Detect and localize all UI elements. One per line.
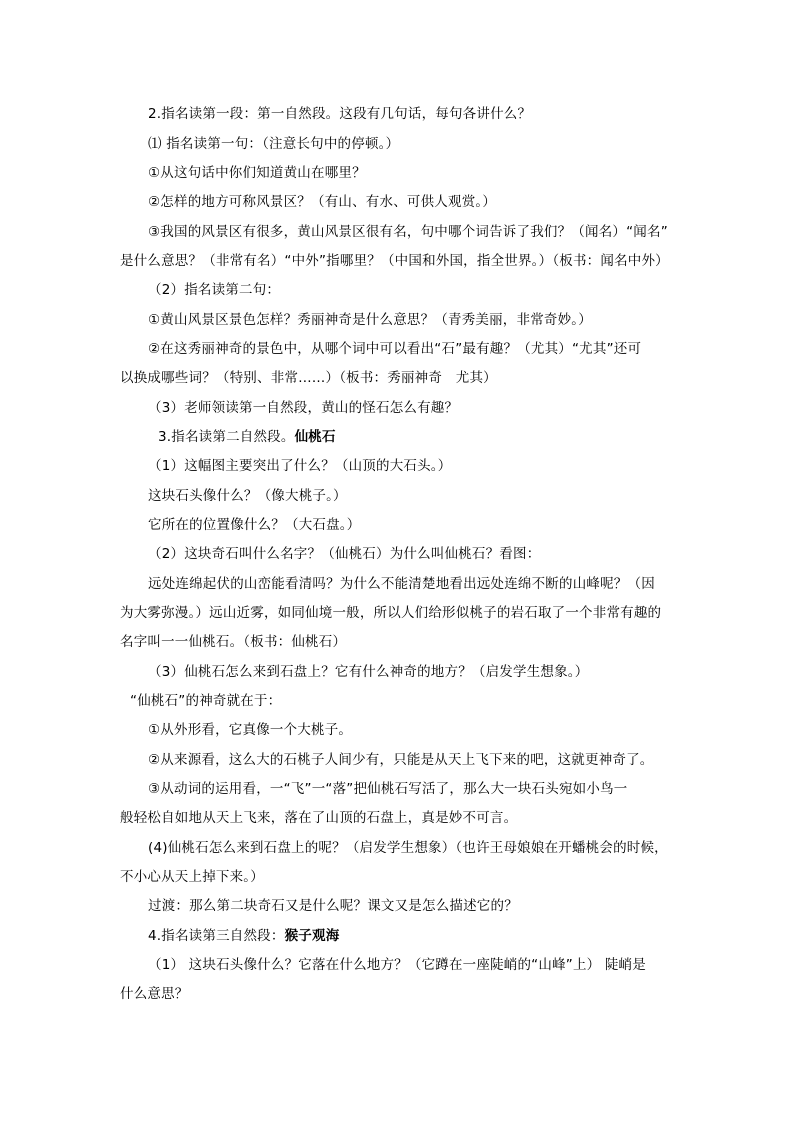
- section-heading: [148, 927, 339, 945]
- section-heading-bold: 仙桃石: [294, 429, 336, 445]
- paragraph-line: ②从来源看，这么大的石桃子人间少有，只能是从天上飞下来的吧，这就更神奇了。: [148, 752, 654, 768]
- paragraph-line: （1）这幅图主要突出了什么？（山顶的大石头。）: [148, 458, 452, 474]
- paragraph-line: 以换成哪些词？（特别、非常……）（板书：秀丽神奇 尤其）: [120, 370, 497, 386]
- paragraph-line: 般轻松自如地从天上飞来，落在了山顶的石盘上，真是妙不可言。: [120, 810, 518, 826]
- paragraph-line: 什么意思？: [120, 986, 189, 1002]
- paragraph-line: 这块石头像什么？（像大桃子。）: [148, 488, 347, 504]
- paragraph-line: （1） 这块石头像什么？它落在什么地方？（它蹲在一座陡峭的“山峰”上） 陡峭是: [148, 957, 646, 973]
- paragraph-line: 是什么意思？（非常有名）“中外”指哪里？（中国和外国，指全世界。）（板书：闻名中外）: [120, 253, 669, 269]
- paragraph-line: “仙桃石”的神奇就在于：: [130, 693, 282, 709]
- paragraph-line: (4)仙桃石怎么来到石盘上的呢？（启发学生想象）（也许王母娘娘在开蟠桃会的时候，: [148, 840, 668, 856]
- paragraph-line: ①从这句话中你们知道黄山在哪里？: [148, 165, 366, 181]
- paragraph-line: ②怎样的地方可称风景区？（有山、有水、可供人观赏。）: [148, 194, 497, 210]
- paragraph-line: ③我国的风景区有很多，黄山风景区很有名，句中哪个词告诉了我们？（闻名）“闻名”: [148, 224, 668, 240]
- paragraph-line: 名字叫一一仙桃石。（板书：仙桃石）: [120, 634, 347, 650]
- paragraph-line: 为大雾弥漫。）远山近雾，如同仙境一般，所以人们给形似桃子的岩石取了一个非常有趣的: [120, 605, 662, 621]
- paragraph-line: 2.指名读第一段：第一自然段。这段有几句话，每句各讲什么？: [148, 106, 532, 122]
- paragraph-line: （3）仙桃石怎么来到石盘上？它有什么神奇的地方？（启发学生想象。）: [148, 664, 589, 680]
- paragraph-line: ③从动词的运用看，一“飞”一“落”把仙桃石写活了，那么大一块石头宛如小鸟一: [148, 781, 628, 797]
- section-heading-text: 3.指名读第二自然段。: [158, 429, 295, 445]
- paragraph-line: （2）指名读第二句：: [148, 282, 281, 298]
- paragraph-line: （2）这块奇石叫什么名字？（仙桃石）为什么叫仙桃石？看图：: [148, 546, 541, 562]
- paragraph-line: （3）老师领读第一自然段，黄山的怪石怎么有趣？: [148, 400, 459, 416]
- paragraph-line: ⑴ 指名读第一句：（注意长句中的停顿。）: [148, 136, 400, 152]
- paragraph-line: 远处连绵起伏的山峦能看清吗？为什么不能清楚地看出远处连绵不断的山峰呢？（因: [148, 576, 655, 592]
- paragraph-line: 不小心从天上掉下来。）: [120, 869, 264, 885]
- section-heading-text: 4.指名读第三自然段：: [148, 928, 285, 944]
- paragraph-line: 过渡：那么第二块奇石又是什么呢？课文又是怎么描述它的？: [148, 898, 518, 914]
- section-heading: [158, 428, 336, 446]
- paragraph-line: ①黄山风景区景色怎样？秀丽神奇是什么意思？（青秀美丽，非常奇妙。）: [148, 312, 592, 328]
- paragraph-line: ①从外形看，它真像一个大桃子。: [148, 722, 353, 738]
- paragraph-line: 它所在的位置像什么？（大石盘。）: [148, 517, 361, 533]
- paragraph-line: ②在这秀丽神奇的景色中，从哪个词中可以看出“石”最有趣？（尤其）“尤其”还可: [148, 341, 642, 357]
- section-heading-bold: 猴子观海: [284, 928, 340, 944]
